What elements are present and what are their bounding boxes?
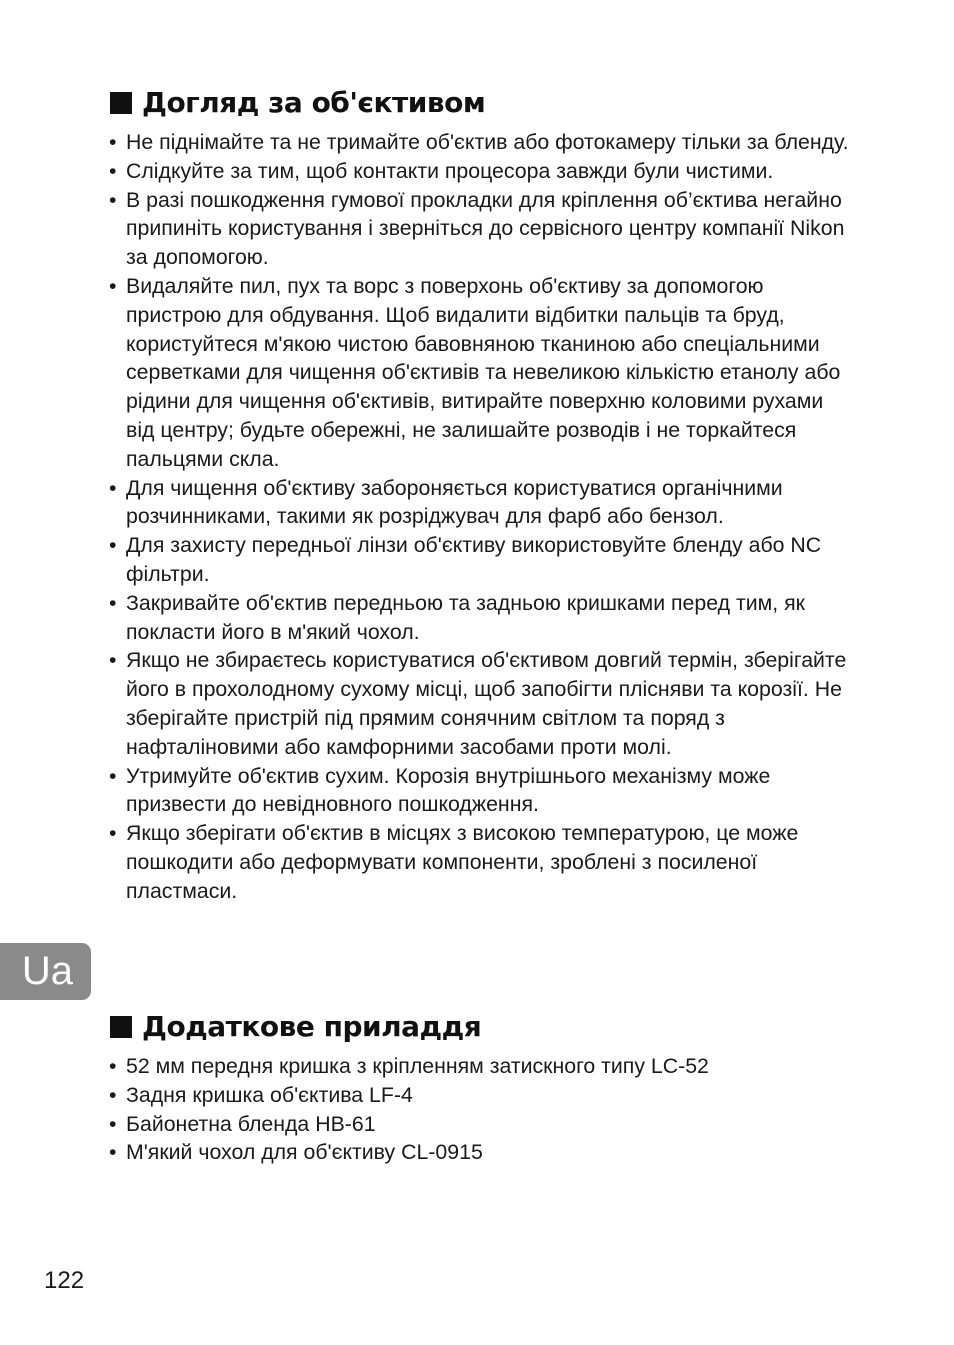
- accessories-list: [107, 1052, 852, 1167]
- bullet-icon: •: [109, 1140, 117, 1165]
- list-item: [107, 157, 852, 186]
- bullet-icon: •: [109, 475, 117, 500]
- bullet-icon: •: [109, 1054, 117, 1078]
- bullet-icon: •: [109, 273, 117, 298]
- bullet-icon: •: [109, 590, 117, 615]
- list-item-text: Байонетна бленда HB-61: [126, 1111, 376, 1136]
- heading-square-icon: [110, 92, 132, 114]
- list-item: [107, 646, 852, 761]
- list-item: [107, 1110, 852, 1139]
- list-item-text: Слідкуйте за тим, щоб контакти процесора завжди були чистими.: [126, 158, 774, 183]
- list-item-text: Не піднімайте та не тримайте об'єктив або фотокамеру тільки за бленду.: [126, 130, 849, 154]
- bullet-icon: •: [109, 158, 117, 183]
- heading-square-icon: [110, 1016, 132, 1038]
- list-item: [107, 186, 852, 272]
- list-item: [107, 1052, 852, 1081]
- list-item: [107, 762, 852, 820]
- list-item-text: Якщо не збираєтесь користуватися об'єктивом довгий термін, зберігайте його в прохолодному сухому місці, щоб запобігти плісняви та корозії. Не зберігайте пристрій під прямим сонячним світлом та поряд з нафталіновими або камфорними засобами проти молі.: [126, 648, 847, 759]
- list-item-text: Для чищення об'єктиву забороняється користуватися органічними розчинниками, такими як розріджувач для фарб або бензол.: [126, 475, 783, 529]
- bullet-icon: •: [109, 187, 117, 212]
- lens-care-list: [107, 128, 852, 906]
- list-item-text: Якщо зберігати об'єктив в місцях з високою температурою, це може пошкодити або деформувати компоненти, зроблені з посиленої пластмаси.: [126, 821, 799, 903]
- section-heading-lens-care: [110, 85, 485, 121]
- bullet-icon: •: [109, 1111, 117, 1136]
- list-item: [107, 1081, 852, 1110]
- list-item: [107, 1138, 852, 1167]
- section-heading-accessories: [110, 1009, 481, 1045]
- list-item: [107, 474, 852, 532]
- section-title: Додаткове приладдя: [142, 1010, 482, 1043]
- list-item: [107, 819, 852, 905]
- list-item-text: Видаляйте пил, пух та ворс з поверхонь об'єктиву за допомогою пристрою для обдування. Щоб видалити відбитки пальців та бруд, користуйтеся м'якою чистою бавовняною тканиною або спеціальними серветками для чищення об'єктивів та невеликою кількістю етанолу або рідини для чищення об'єктивів, витирайте поверхню коловими рухами від центру; будьте обережні, не залишайте розводів і не торкайтеся пальцями скла.: [126, 273, 841, 471]
- section-title: Догляд за об'єктивом: [142, 86, 486, 119]
- bullet-icon: •: [109, 821, 117, 846]
- list-item-text: Задня кришка об'єктива LF-4: [126, 1082, 413, 1107]
- page-number: 122: [44, 1267, 85, 1294]
- list-item-text: Для захисту передньої лінзи об'єктиву використовуйте бленду або NC фільтри.: [126, 533, 822, 586]
- list-item-text: Утримуйте об'єктив сухим. Корозія внутрішнього механізму може призвести до невідновного пошкодження.: [126, 763, 771, 817]
- list-item-text: М'який чохол для об'єктиву CL-0915: [126, 1140, 483, 1165]
- bullet-icon: •: [109, 533, 117, 558]
- bullet-icon: •: [109, 763, 117, 788]
- bullet-icon: •: [109, 648, 117, 673]
- bullet-icon: •: [109, 130, 117, 154]
- list-item: [107, 128, 852, 157]
- list-item: [107, 589, 852, 647]
- list-item-text: Закривайте об'єктив передньою та задньою кришками перед тим, як покласти його в м'який чохол.: [126, 590, 805, 644]
- list-item: [107, 531, 852, 589]
- list-item-text: В разі пошкодження гумової прокладки для кріплення об’єктива негайно припиніть користування і зверніться до сервісного центру компанії Nikon за допомогою.: [126, 187, 845, 270]
- list-item-text: 52 мм передня кришка з кріпленням затискного типу LC-52: [126, 1054, 709, 1078]
- language-tab: Ua: [0, 943, 91, 1000]
- bullet-icon: •: [109, 1082, 117, 1107]
- list-item: [107, 272, 852, 474]
